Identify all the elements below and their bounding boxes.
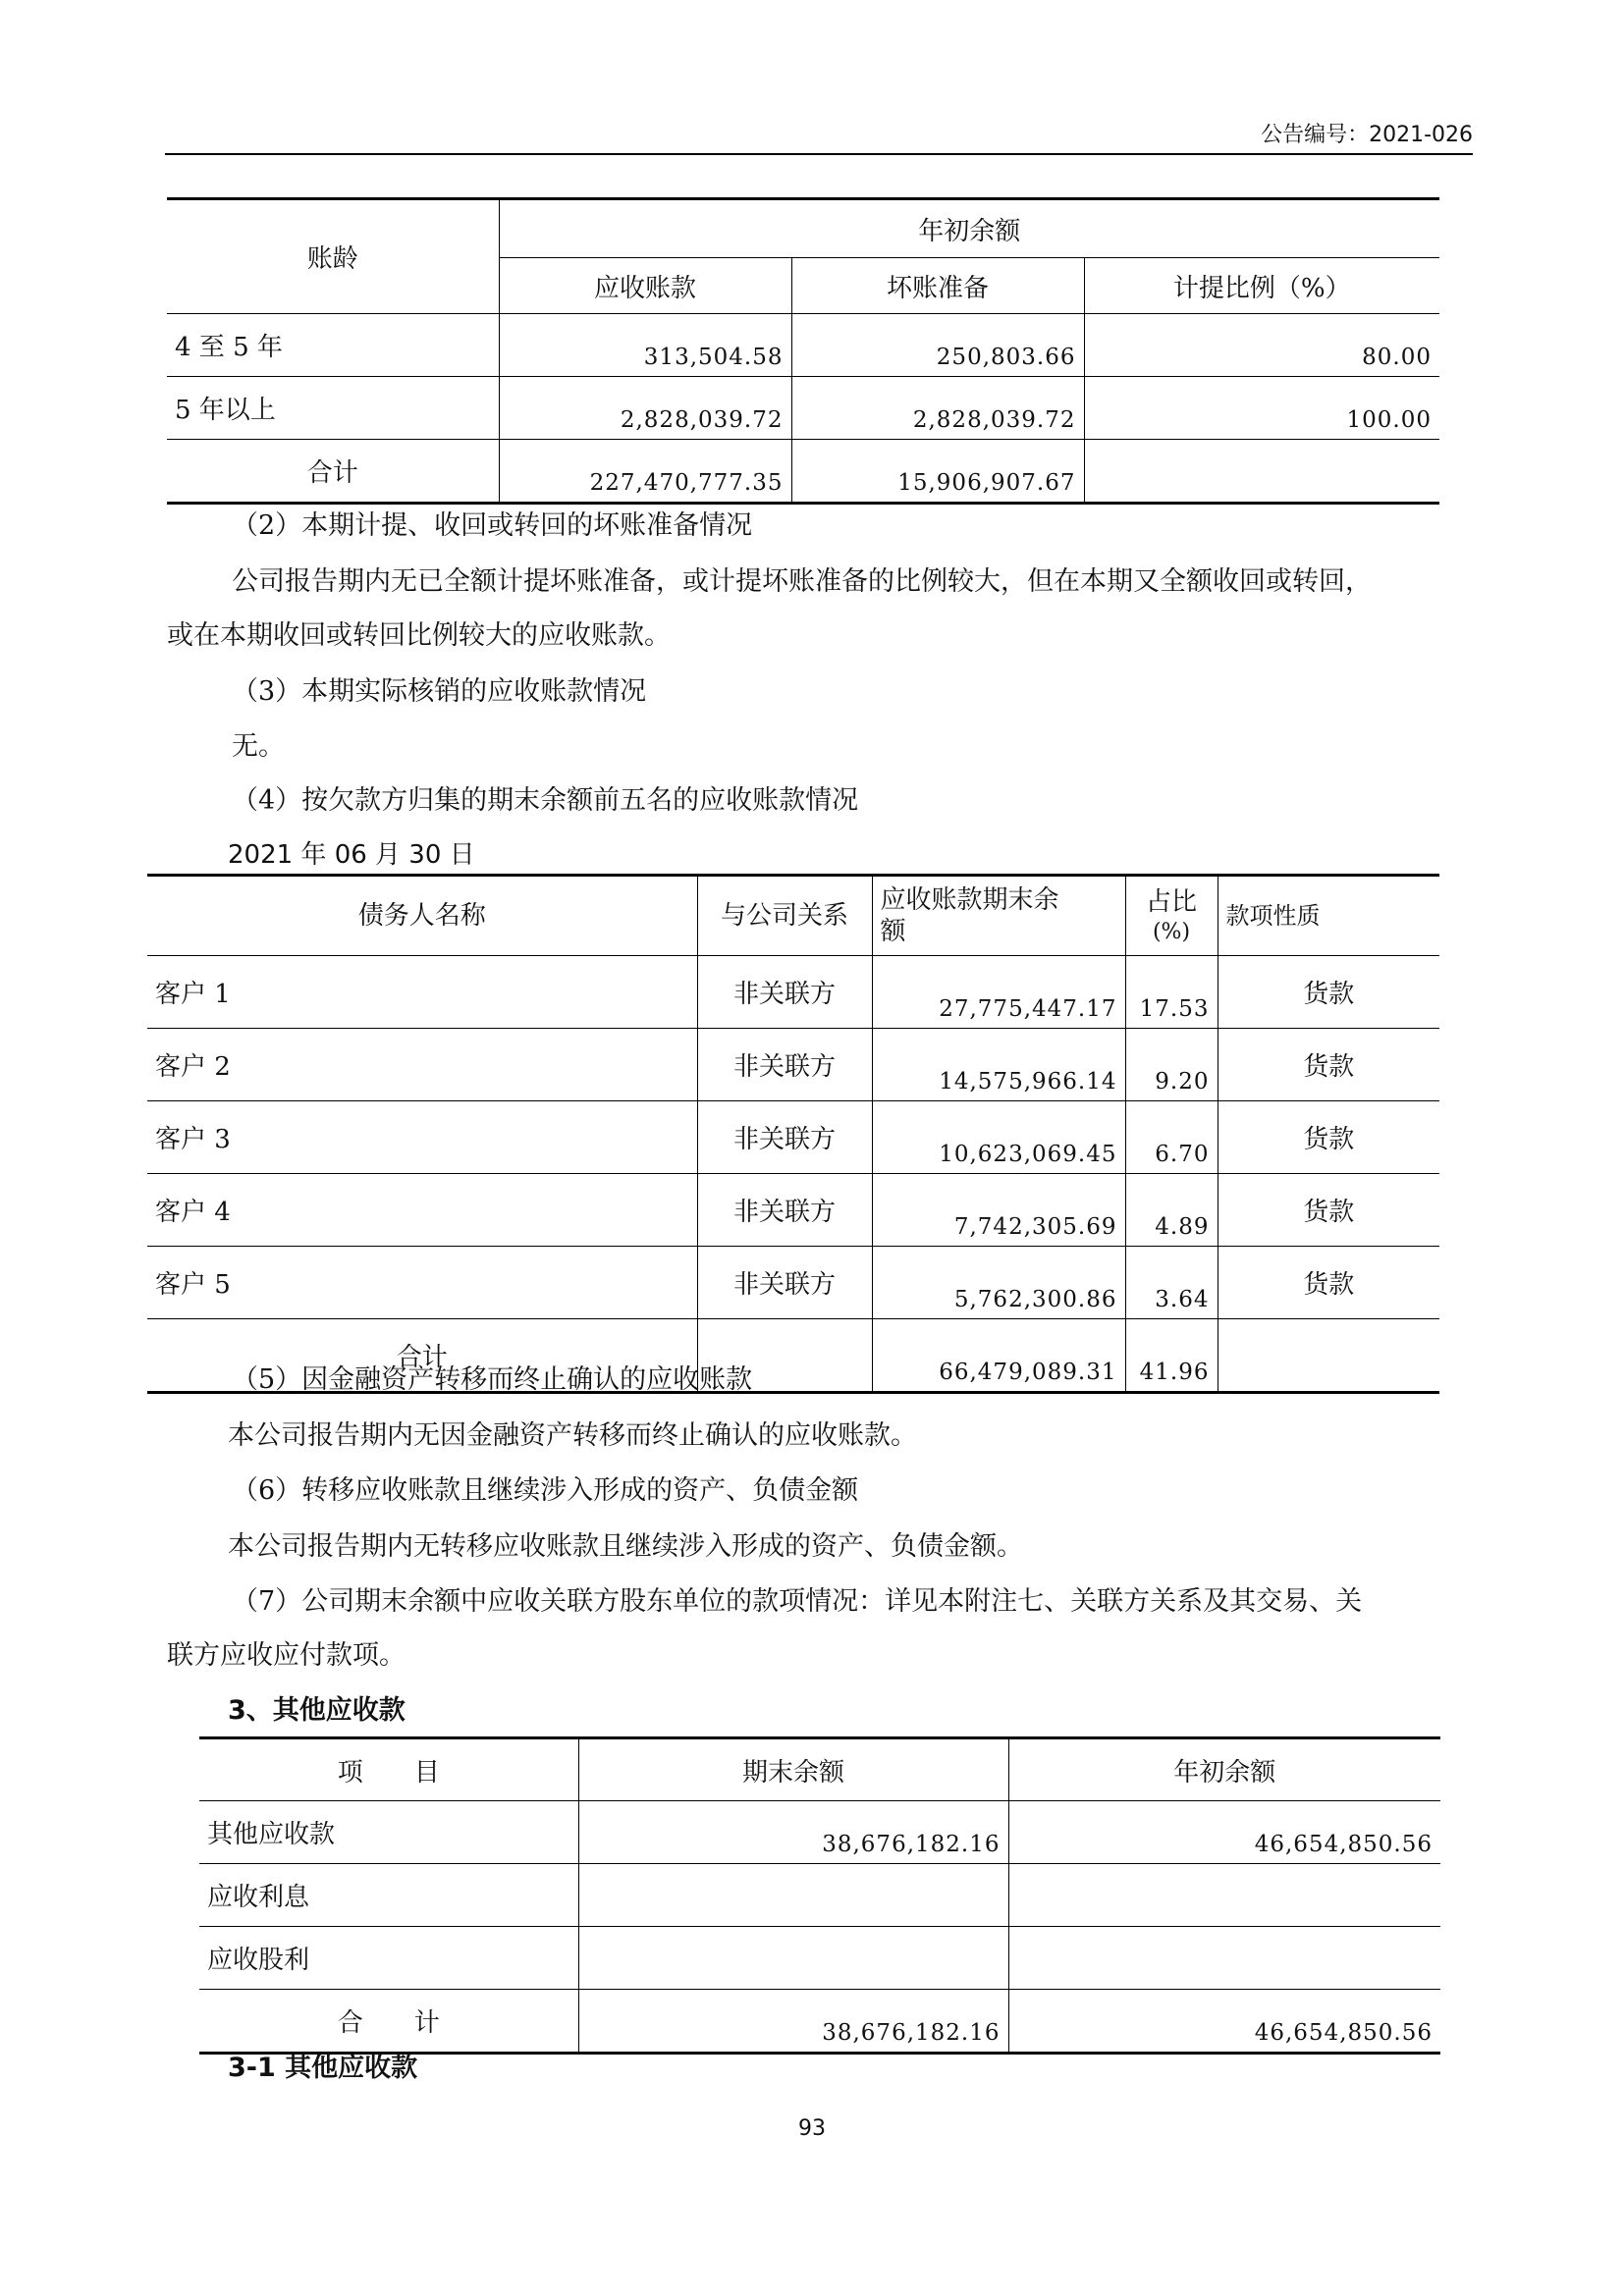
balance-cell: 14,575,966.14 [872,1029,1125,1101]
nature-cell: 货款 [1218,1247,1439,1319]
section-6-body: 本公司报告期内无转移应收账款且继续涉入形成的资产、负债金额。 [228,1531,1023,1562]
aging-cell: 5 年以上 [167,377,499,440]
relation-cell: 非关联方 [697,1247,872,1319]
nature-cell: 货款 [1218,1029,1439,1101]
relation-cell: 非关联方 [697,1101,872,1174]
ending-balance-cell [578,1927,1008,1990]
col-relation: 与公司关系 [697,876,872,956]
table-row [147,1247,1439,1319]
ratio-cell: 100.00 [1084,377,1439,440]
balance-cell: 27,775,447.17 [872,956,1125,1029]
table-row [167,314,1439,377]
percentage-cell: 17.53 [1125,956,1218,1029]
page-header [165,116,1473,155]
other-receivables-table [199,1736,1440,2055]
section-2-body-line1: 公司报告期内无已全额计提坏账准备，或计提坏账准备的比例较大，但在本期又全额收回或转回， [232,566,1372,597]
section-2-title: （2）本期计提、收回或转回的坏账准备情况 [232,510,753,541]
notice-number: 公告编号：2021-026 [1261,123,1473,147]
total-receivable: 227,470,777.35 [499,440,791,504]
debtor-name: 客户 4 [147,1174,697,1247]
percentage-cell: 3.64 [1125,1247,1218,1319]
table-row [167,377,1439,440]
debtor-name: 客户 1 [147,956,697,1029]
total-nature [1218,1319,1439,1393]
opening-balance-cell [1008,1864,1440,1927]
table-row [147,956,1439,1029]
section-3-1-heading: 3-1 其他应收款 [228,2053,418,2083]
item-cell: 其他应收款 [199,1801,578,1864]
receivable-cell: 2,828,039.72 [499,377,791,440]
section-3-body: 无。 [232,731,285,762]
ending-balance-cell [578,1864,1008,1927]
col-balance [872,876,1125,956]
col-ending-balance: 期末余额 [578,1738,1008,1801]
col-aging: 账龄 [167,199,499,314]
percentage-cell: 9.20 [1125,1029,1218,1101]
nature-cell: 货款 [1218,956,1439,1029]
percentage-cell: 6.70 [1125,1101,1218,1174]
aging-cell: 4 至 5 年 [167,314,499,377]
col-ratio: 计提比例（%） [1084,258,1439,314]
relation-cell: 非关联方 [697,956,872,1029]
relation-cell: 非关联方 [697,1029,872,1101]
debtor-name: 客户 3 [147,1101,697,1174]
col-debtor-name: 债务人名称 [147,876,697,956]
ratio-cell: 80.00 [1084,314,1439,377]
total-ending-balance: 38,676,182.16 [578,1990,1008,2054]
total-row [167,440,1439,504]
total-bad-debt: 15,906,907.67 [791,440,1084,504]
group-header-opening-balance: 年初余额 [499,199,1439,258]
bad-debt-cell: 250,803.66 [791,314,1084,377]
section-4-title: （4）按欠款方归集的期末余额前五名的应收账款情况 [232,785,859,816]
receivable-cell: 313,504.58 [499,314,791,377]
col-item: 项 目 [199,1738,578,1801]
item-cell: 应收股利 [199,1927,578,1990]
section-3-title: （3）本期实际核销的应收账款情况 [232,676,647,707]
col-percentage-line2: (%) [1152,919,1191,944]
total-percentage: 41.96 [1125,1319,1218,1393]
col-balance-line1: 应收账款期末余 [880,884,1059,915]
section-5-body: 本公司报告期内无因金融资产转移而终止确认的应收账款。 [228,1420,917,1451]
table-row [199,1927,1440,1990]
col-opening-balance: 年初余额 [1008,1738,1440,1801]
section-5-title: （5）因金融资产转移而终止确认的应收账款 [232,1364,753,1395]
table-row [199,1801,1440,1864]
bad-debt-cell: 2,828,039.72 [791,377,1084,440]
section-2-body-line2: 或在本期收回或转回比例较大的应收账款。 [167,620,671,651]
opening-balance-cell [1008,1927,1440,1990]
section-6-title: （6）转移应收账款且继续涉入形成的资产、负债金额 [232,1475,859,1506]
item-cell: 应收利息 [199,1864,578,1927]
total-ratio [1084,440,1439,504]
section-7-line2: 联方应收应付款项。 [167,1640,406,1671]
total-label: 合 计 [199,1990,578,2054]
total-opening-balance: 46,654,850.56 [1008,1990,1440,2054]
debtor-name: 客户 5 [147,1247,697,1319]
table-row [147,1101,1439,1174]
total-label: 合计 [167,440,499,504]
relation-cell: 非关联方 [697,1174,872,1247]
table-row [147,1174,1439,1247]
table-row [147,1029,1439,1101]
total-row [199,1990,1440,2054]
section-7-line1: （7）公司期末余额中应收关联方股东单位的款项情况：详见本附注七、关联方关系及其交易、关 [232,1586,1363,1617]
section-4-date: 2021 年 06 月 30 日 [228,840,475,870]
debtor-name: 客户 2 [147,1029,697,1101]
col-bad-debt: 坏账准备 [791,258,1084,314]
col-percentage-line1: 占比 [1145,887,1197,917]
total-label: 合计 [147,1319,697,1393]
col-balance-line2: 额 [880,917,906,946]
aging-table [167,197,1439,505]
opening-balance-cell: 46,654,850.56 [1008,1801,1440,1864]
section-3-heading: 3、其他应收款 [228,1695,406,1726]
ending-balance-cell: 38,676,182.16 [578,1801,1008,1864]
col-percentage [1125,876,1218,956]
nature-cell: 货款 [1218,1174,1439,1247]
percentage-cell: 4.89 [1125,1174,1218,1247]
total-balance: 66,479,089.31 [872,1319,1125,1393]
balance-cell: 7,742,305.69 [872,1174,1125,1247]
top-five-receivables-table [147,874,1439,1394]
table-row [199,1864,1440,1927]
col-nature: 款项性质 [1218,876,1439,956]
col-receivable: 应收账款 [499,258,791,314]
nature-cell: 货款 [1218,1101,1439,1174]
balance-cell: 5,762,300.86 [872,1247,1125,1319]
page-number: 93 [798,2116,826,2141]
balance-cell: 10,623,069.45 [872,1101,1125,1174]
